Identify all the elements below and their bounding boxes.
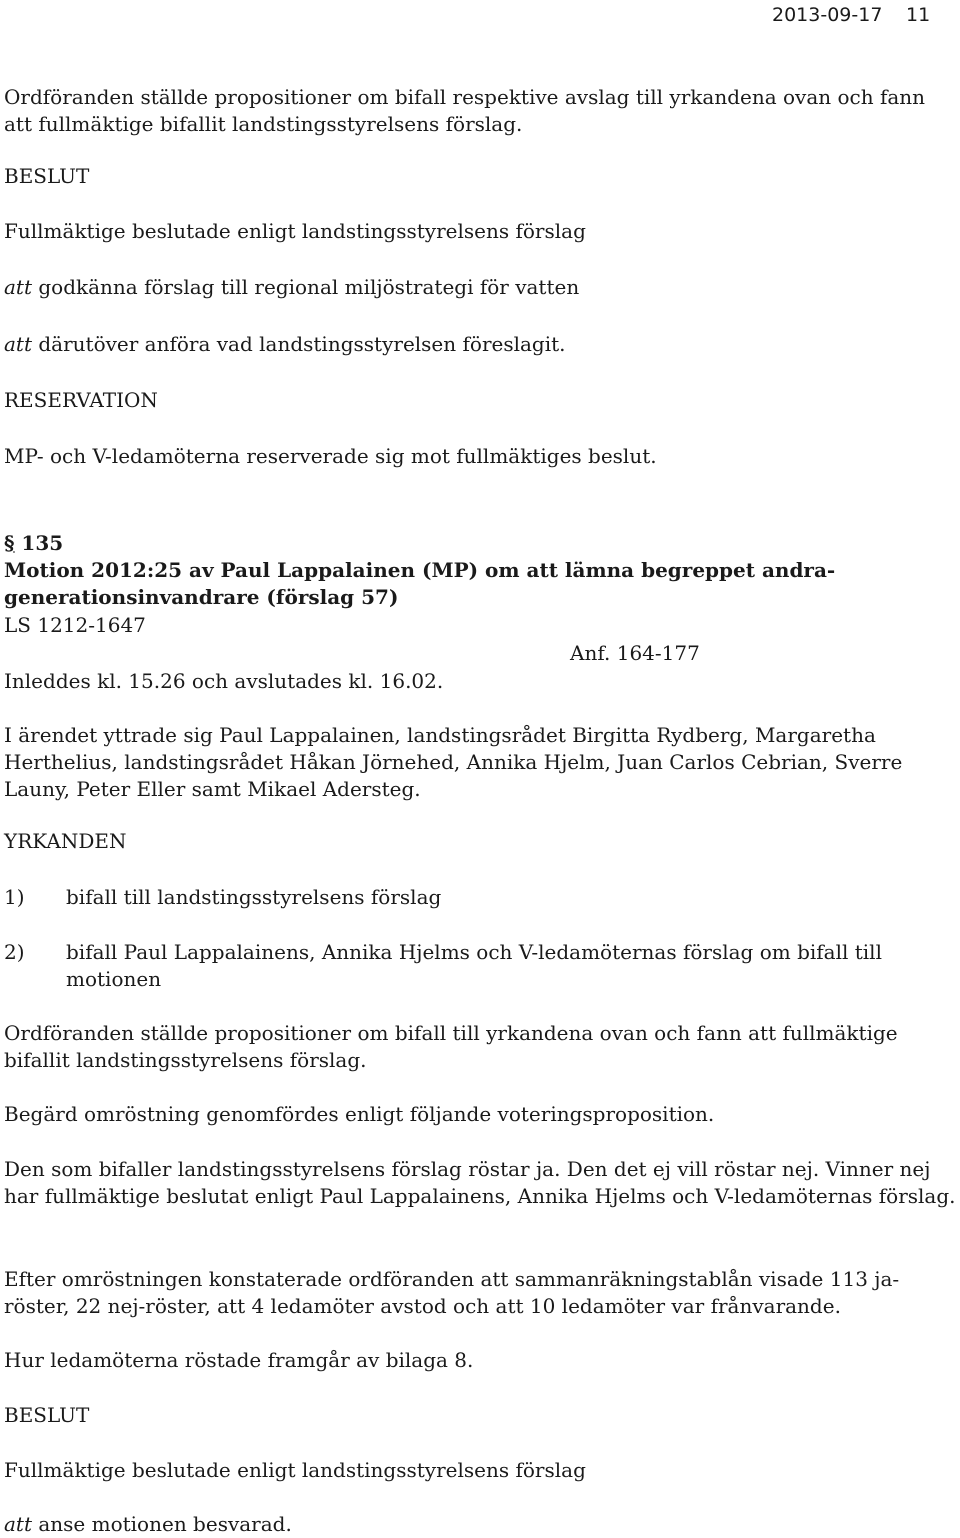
list-item-number: 1) — [4, 885, 25, 909]
voting-result: Efter omröstningen konstaterade ordföranden att sammanräkningstablån visade 113 ja-röster, 22 nej-röster, att 4 ledamöter avstod och att 10 ledamöter var frånvarande. — [4, 1267, 900, 1318]
beslut-heading: BESLUT — [4, 164, 90, 188]
beslut-intro-2: Fullmäktige beslutade enligt landstingsstyrelsens förslag — [4, 1458, 586, 1482]
paragraph-symbol: § — [4, 531, 15, 555]
session-timing: Inleddes kl. 15.26 och avslutades kl. 16.02. — [4, 669, 444, 693]
ls-reference: LS 1212-1647 — [4, 613, 146, 637]
header-date: 2013-09-17 — [772, 4, 883, 26]
reservation-heading: RESERVATION — [4, 388, 158, 412]
att-clause-1 — [4, 274, 959, 301]
page-number: 11 — [906, 4, 931, 26]
list-item-text: bifall till landstingsstyrelsens förslag — [66, 885, 442, 909]
att-word: att — [4, 1512, 32, 1536]
list-item-number: 2) — [4, 940, 25, 964]
bilaga-reference: Hur ledamöterna röstade framgår av bilaga 8. — [4, 1348, 474, 1372]
section-number-value: 135 — [14, 531, 64, 555]
att-clause-2 — [4, 331, 959, 358]
yrkanden-heading: YRKANDEN — [4, 829, 127, 853]
reservation-text: MP- och V-ledamöterna reserverade sig mot fullmäktiges beslut. — [4, 444, 657, 468]
voting-proposition: Den som bifaller landstingsstyrelsens förslag röstar ja. Den det ej vill röstar nej. Vinner nej har fullmäktige beslutat enligt Paul Lappalainens, Annika Hjelms och V-ledamöternas förslag. — [4, 1157, 956, 1208]
att-clause-text: anse motionen besvarad. — [32, 1512, 292, 1536]
att-clause-text: godkänna förslag till regional miljöstrategi för vatten — [32, 275, 580, 299]
proposition-paragraph: Ordföranden ställde propositioner om bifall respektive avslag till yrkandena ovan och fann att fullmäktige bifallit landstingsstyrelsens förslag. — [4, 85, 926, 136]
anf-reference: Anf. 164-177 — [570, 641, 700, 665]
att-word: att — [4, 332, 32, 356]
speakers-paragraph: I ärendet yttrade sig Paul Lappalainen, landstingsrådet Birgitta Rydberg, Margaretha Herthelius, landstingsrådet Håkan Jörnehed, Annika Hjelm, Juan Carlos Cebrian, Sverre Launy, Peter Eller samt Mikael Adersteg. — [4, 723, 903, 801]
section-title: Motion 2012:25 av Paul Lappalainen (MP) om att lämna begreppet andra-generationsinvandrare (förslag 57) — [4, 558, 836, 609]
beslut-intro: Fullmäktige beslutade enligt landstingsstyrelsens förslag — [4, 219, 586, 243]
omrostning-paragraph: Begärd omröstning genomfördes enligt följande voteringsproposition. — [4, 1102, 715, 1126]
beslut-heading-2: BESLUT — [4, 1403, 90, 1427]
proposition-paragraph-2: Ordföranden ställde propositioner om bifall till yrkandena ovan och fann att fullmäktige bifallit landstingsstyrelsens förslag. — [4, 1021, 898, 1072]
att-word: att — [4, 275, 32, 299]
att-clause-text: därutöver anföra vad landstingsstyrelsen föreslagit. — [32, 332, 566, 356]
list-item-text: bifall Paul Lappalainens, Annika Hjelms och V-ledamöternas förslag om bifall till motionen — [66, 940, 882, 991]
section-number — [4, 530, 959, 557]
